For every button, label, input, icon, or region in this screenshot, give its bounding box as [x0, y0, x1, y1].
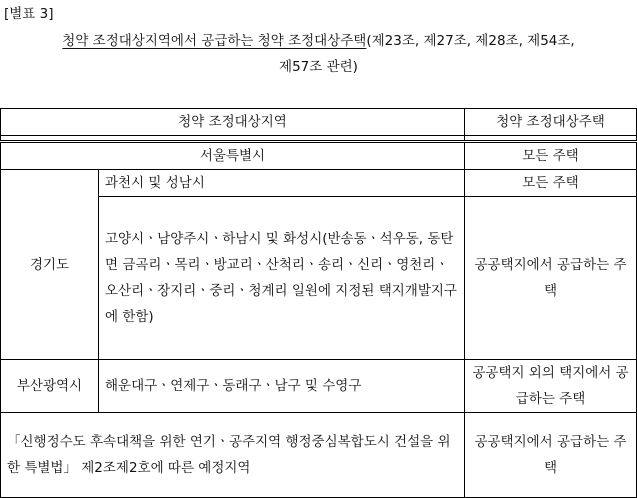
- row-sejong: [1, 413, 637, 498]
- title-articles-cont: 제57조 관련): [279, 59, 358, 75]
- seoul-housing: 모든 주택: [465, 142, 637, 170]
- regulation-table: [0, 108, 637, 498]
- row-seoul: [1, 142, 637, 170]
- row-busan: [1, 360, 637, 413]
- busan-region: 해운대구ㆍ연제구ㆍ동래구ㆍ남구 및 수영구: [99, 360, 465, 413]
- header-region: 청약 조정대상지역: [1, 109, 465, 136]
- gyeonggi-province: 경기도: [1, 170, 99, 360]
- document-title: [0, 28, 637, 80]
- busan-province: 부산광역시: [1, 360, 99, 413]
- gyeonggi-sub1-housing: 모든 주택: [465, 170, 637, 197]
- title-articles: (제23조, 제27조, 제28조, 제54조,: [366, 33, 575, 49]
- sejong-housing: 공공택지에서 공급하는 주택: [465, 413, 637, 498]
- row-gyeonggi-1: [1, 170, 637, 197]
- busan-housing: 공공택지 외의 택지에서 공급하는 주택: [465, 360, 637, 413]
- header-housing: 청약 조정대상주택: [465, 109, 637, 136]
- seoul-region: 서울특별시: [1, 142, 465, 170]
- gyeonggi-sub2-housing: 공공택지에서 공급하는 주택: [465, 197, 637, 360]
- gyeonggi-sub2-region: 고양시ㆍ남양주시ㆍ하남시 및 화성시(반송동ㆍ석우동, 동탄면 금곡리ㆍ목리ㆍ방교리ㆍ산척리ㆍ송리ㆍ신리ㆍ영천리ㆍ오산리ㆍ장지리ㆍ중리ㆍ청계리 일원에 지정된 택지개발지구에 한함): [99, 197, 465, 360]
- sejong-region: 「신행정수도 후속대책을 위한 연기ㆍ공주지역 행정중심복합도시 건설을 위한 특별법」 제2조제2호에 따른 예정지역: [1, 413, 465, 498]
- title-main: 청약 조정대상지역에서 공급하는 청약 조정대상주택: [62, 33, 367, 49]
- appendix-label: [별표 3]: [4, 6, 54, 22]
- gyeonggi-sub1-region: 과천시 및 성남시: [99, 170, 465, 197]
- header-row: [1, 109, 637, 136]
